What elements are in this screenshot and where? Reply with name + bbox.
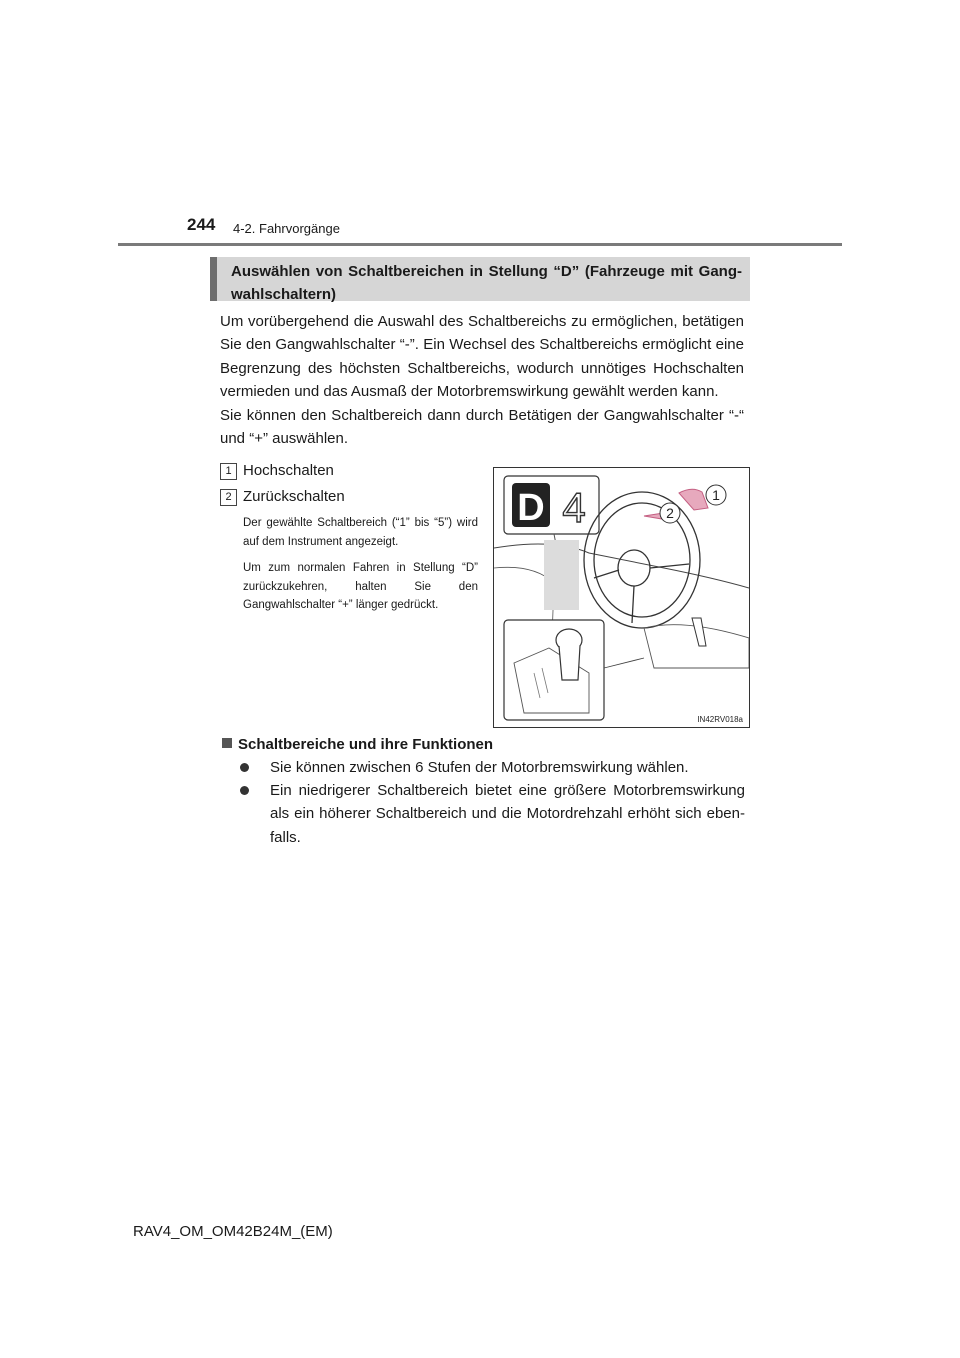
topic-heading: Auswählen von Schaltbereichen in Stellung “D” (Fahrzeuge mit Gang-wahlschaltern): [210, 257, 750, 301]
bullet-item-2: [240, 779, 745, 849]
bullet-dot-icon: [240, 786, 249, 795]
page-number: 244: [187, 215, 216, 234]
display-letter: D: [517, 487, 545, 529]
bullet-text-1: Sie können zwischen 6 Stufen der Motorbremswirkung wählen.: [270, 759, 689, 776]
note-return-to-d: Um zum normalen Fahren in Stellung “D” zurückzukehren, halten Sie den Gangwahlschalter “+” länger gedrückt.: [243, 562, 478, 611]
intro-paragraph-2: Sie können den Schaltbereich dann durch Betätigen der Gangwahlschalter “-“ und “+” auswählen.: [220, 406, 744, 448]
bullet-dot-icon: [240, 763, 249, 772]
callout-label-1: 1: [712, 487, 720, 503]
shift-lever-inset: [504, 620, 604, 720]
item-label-upshift: Hochschalten: [243, 462, 334, 479]
display-digit: 4: [562, 484, 586, 531]
intro-text: [220, 310, 744, 450]
gear-display-inset: [504, 476, 599, 534]
footer-document-code: RAV4_OM_OM42B24M_(EM): [133, 1223, 333, 1240]
note-gear-display: Der gewählte Schaltbereich (“1” bis “5”) wird auf dem Instrument angezeigt.: [243, 517, 478, 548]
square-bullet-icon: [222, 738, 232, 748]
callout-label-2: 2: [666, 505, 674, 521]
section-title: 4-2. Fahrvorgänge: [233, 221, 340, 236]
bullet-text-2: Ein niedrigerer Schaltbereich bietet eine größere Motorbremswirkung als ein höherer Schaltbereich und die Motordrehzahl erhöht sich eben-falls.: [270, 782, 745, 846]
bullet-item-1: [240, 756, 745, 779]
item-label-downshift: Zurückschalten: [243, 488, 345, 505]
intro-paragraph-1: Um vorübergehend die Auswahl des Schaltbereichs zu ermöglichen, betätigen Sie den Gangwahlschalter “-”. Ein Wechsel des Schaltbereichs ermöglicht eine Begrenzung des höchsten Schaltbereichs, wodurch unnötiges Hochschalten vermieden und das Ausmaß der Motorbremswirkung gewählt werden kann.: [220, 313, 744, 401]
steering-wheel-drawing: [584, 492, 700, 628]
subsection-heading: [222, 736, 493, 753]
figure-code: IN42RV018a: [697, 715, 743, 724]
header-rule: [118, 243, 842, 246]
item-number-2: 2: [220, 489, 237, 506]
illustration-paddle-shifters: [493, 467, 750, 728]
item-number-1: 1: [220, 463, 237, 480]
subsection-title: Schaltbereiche und ihre Funktionen: [238, 736, 494, 753]
